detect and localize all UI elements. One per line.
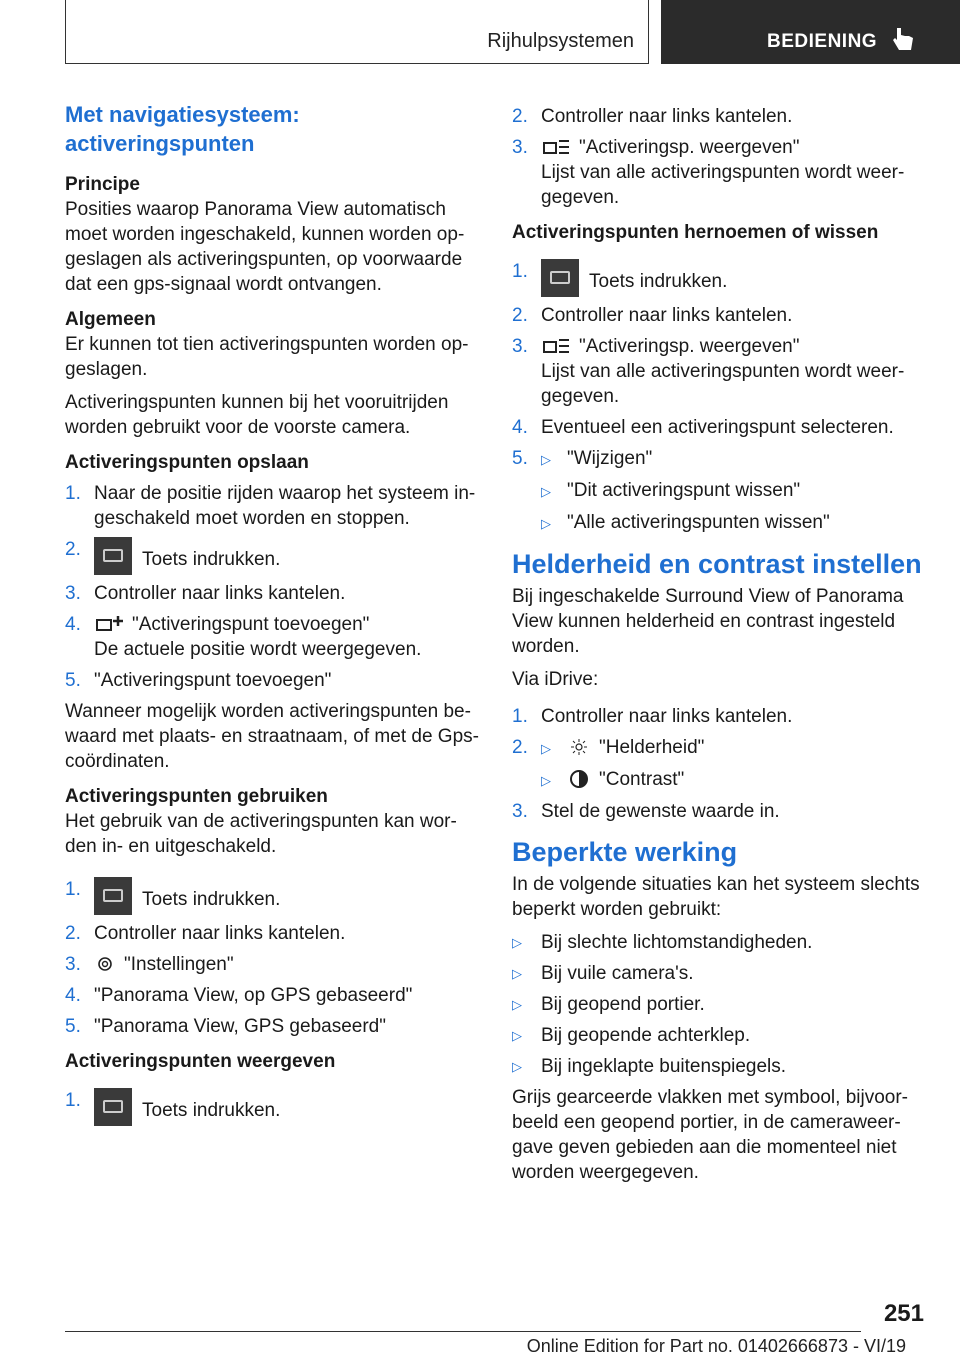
text-helderheid: Bij ingeschakelde Surround View of Panorama View kunnen helderheid en contrast ingesteld worden. bbox=[512, 586, 904, 657]
list-item: 1. Naar de positie rijden waarop het systeem ingeschakeld moet worden en stoppen. bbox=[65, 483, 476, 529]
triangle-bullet-icon: ▷ bbox=[541, 516, 551, 531]
heading-weergeven: Activeringspunten weergeven bbox=[65, 1051, 336, 1072]
heading-algemeen: Algemeen bbox=[65, 309, 156, 330]
right-column bbox=[512, 100, 927, 1193]
list-item: 2. Controller naar links kantelen. bbox=[512, 106, 793, 127]
page-number: 251 bbox=[883, 1300, 924, 1327]
header-chapter: BEDIENING bbox=[767, 31, 878, 52]
camera-key-icon bbox=[94, 537, 132, 575]
text-algemeen-2: Activeringspunten kunnen bij het vooruitrijden worden gebruikt voor de voorste camera. bbox=[65, 392, 449, 438]
text-beperkt-after: Grijs gearceerde vlakken met symbool, bijvoorbeeld een geopend portier, in de cameraweergave geven gebieden aan die momenteel niet worden weergegeven. bbox=[512, 1087, 908, 1183]
footer-text: Online Edition for Part no. 01402666873 - VI/19 bbox=[526, 1336, 906, 1356]
text-opslaan-after: Wanneer mogelijk worden activeringspunten bewaard met plaats- en straatnaam, of met de Gps-coördinaten. bbox=[65, 701, 479, 772]
gear-icon bbox=[94, 954, 116, 974]
list-item: ▷ Bij geopende achterklep. bbox=[512, 1025, 751, 1046]
list-item: 3. "Instellingen" bbox=[65, 954, 234, 975]
list-item: 4. "Panorama View, op GPS gebaseerd" bbox=[65, 985, 413, 1006]
footer-divider bbox=[65, 1331, 861, 1332]
text-via-idrive: Via iDrive: bbox=[512, 669, 599, 690]
heading-opslaan: Activeringspunten opslaan bbox=[65, 452, 309, 473]
header-chapter-tab bbox=[661, 0, 960, 64]
list-item: 2. ▷ "Helderheid" ▷ "Contrast" bbox=[512, 737, 705, 790]
section-title: Met navigatiesysteem: activeringspunten bbox=[65, 102, 300, 156]
heading-beperkt: Beperkte werking bbox=[512, 837, 738, 867]
triangle-bullet-icon: ▷ bbox=[541, 484, 551, 499]
list-item: 5. ▷ "Wijzigen" ▷ "Dit activeringspunt wissen" ▷ "Alle activeringspunten wissen" bbox=[512, 446, 927, 536]
text-gebruiken: Het gebruik van de activeringspunten kan worden in- en uitgeschakeld. bbox=[65, 811, 457, 857]
list-item: 2. Toets indrukken. bbox=[65, 537, 480, 575]
list-item: 2. Controller naar links kantelen. bbox=[512, 305, 793, 326]
text-principe: Posities waarop Panorama View automatisch moet worden ingeschakeld, kunnen worden opgeslagen als activeringspunten, op voorwaarde dat een gps-signaal wordt ontvangen. bbox=[65, 199, 465, 295]
header-section-tab bbox=[65, 0, 649, 64]
list-item: 2. Controller naar links kantelen. bbox=[65, 923, 346, 944]
list-item: 1. Toets indrukken. bbox=[65, 1088, 480, 1126]
list-item: 3. Controller naar links kantelen. bbox=[65, 583, 346, 604]
hand-pointer-icon bbox=[893, 26, 915, 52]
list-item: ▷ Bij ingeklapte buitenspiegels. bbox=[512, 1056, 787, 1077]
list-points-icon bbox=[541, 137, 571, 157]
contrast-icon bbox=[567, 769, 591, 789]
list-item: ▷ Bij vuile camera's. bbox=[512, 963, 694, 984]
list-item: 3. "Activeringsp. weergeven" Lijst van alle activeringspunten wordt weergegeven. bbox=[512, 336, 905, 407]
list-item: 4. Eventueel een activeringspunt selecteren. bbox=[512, 417, 894, 438]
list-item: 1. Toets indrukken. bbox=[512, 259, 927, 297]
brightness-icon bbox=[567, 737, 591, 757]
list-item: 4. "Activeringspunt toevoegen" De actuele positie wordt weergegeven. bbox=[65, 614, 422, 660]
heading-helderheid: Helderheid en contrast instellen bbox=[512, 549, 922, 579]
list-item: 5. "Panorama View, GPS gebaseerd" bbox=[65, 1016, 386, 1037]
heading-gebruiken: Activeringspunten gebruiken bbox=[65, 786, 328, 807]
heading-principe: Principe bbox=[65, 174, 140, 195]
camera-key-icon bbox=[541, 259, 579, 297]
list-item: 3. "Activeringsp. weergeven" Lijst van alle activeringspunten wordt weergegeven. bbox=[512, 137, 905, 208]
camera-key-icon bbox=[94, 877, 132, 915]
list-item: ▷ Bij geopend portier. bbox=[512, 994, 705, 1015]
list-item: 5. "Activeringspunt toevoegen" bbox=[65, 670, 332, 691]
heading-hernoemen: Activeringspunten hernoemen of wissen bbox=[512, 222, 879, 243]
text-beperkt: In de volgende situaties kan het systeem slechts beperkt worden gebruikt: bbox=[512, 874, 920, 920]
left-column bbox=[65, 100, 480, 1132]
triangle-bullet-icon: ▷ bbox=[541, 452, 551, 467]
list-item: ▷ Bij slechte lichtomstandigheden. bbox=[512, 932, 813, 953]
list-points-icon bbox=[541, 336, 571, 356]
text-algemeen-1: Er kunnen tot tien activeringspunten worden opgeslagen. bbox=[65, 334, 469, 380]
list-item: 1. Controller naar links kantelen. bbox=[512, 706, 793, 727]
add-point-icon bbox=[94, 614, 124, 634]
header-section: Rijhulpsystemen bbox=[487, 30, 634, 52]
list-item: 1. Toets indrukken. bbox=[65, 877, 480, 915]
camera-key-icon bbox=[94, 1088, 132, 1126]
list-item: 3. Stel de gewenste waarde in. bbox=[512, 801, 780, 822]
